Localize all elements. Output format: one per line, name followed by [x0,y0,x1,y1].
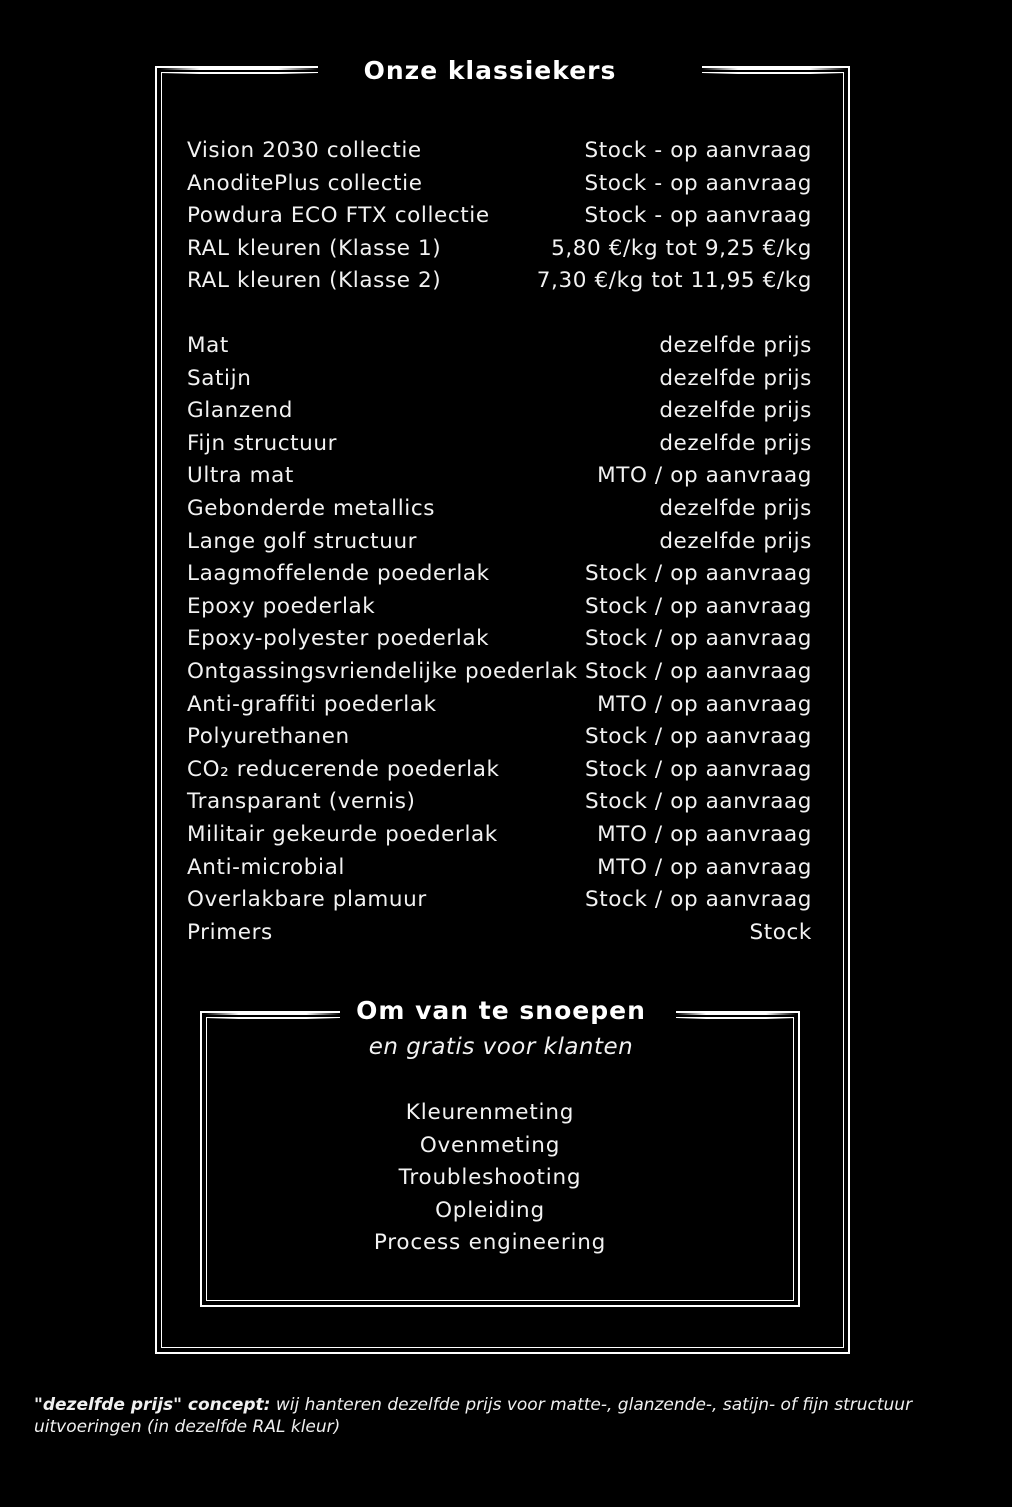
price-row-value: Stock / op aanvraag [585,724,812,750]
price-row-value: Stock / op aanvraag [585,593,812,619]
price-row [187,526,812,559]
price-row-value: MTO / op aanvraag [597,463,812,489]
price-row-label: Fijn structuur [187,430,338,456]
price-row [187,786,812,819]
price-row-label: Ultra mat [187,463,294,489]
collection-price-list [187,135,812,298]
price-row-value: Stock / op aanvraag [585,756,812,782]
price-row [187,591,812,624]
price-row-value: MTO / op aanvraag [597,691,812,717]
price-row-value: MTO / op aanvraag [597,821,812,847]
title-rule-left [160,68,318,70]
price-row [187,917,812,950]
footnote-text: wij hanteren dezelfde prijs voor matte-, glanzende-, satijn- of fijn structuur uitvoeringen (in dezelfde RAL kleur) [34,1395,913,1437]
price-row-value: MTO / op aanvraag [597,854,812,880]
price-row-value: dezelfde prijs [659,430,812,456]
price-row-label: CO₂ reducerende poederlak [187,756,500,782]
footnote [34,1394,984,1438]
services-list [300,1097,680,1260]
price-row-label: Overlakbare plamuur [187,887,427,913]
finish-price-list [187,330,812,949]
price-row-label: RAL kleuren (Klasse 2) [187,268,442,294]
price-row-value: 5,80 €/kg tot 9,25 €/kg [551,235,812,261]
price-row-value: Stock - op aanvraag [584,203,812,229]
price-row [187,265,812,298]
price-row [187,721,812,754]
price-row-value: dezelfde prijs [659,333,812,358]
price-row [187,168,812,201]
price-row-value: dezelfde prijs [659,365,812,391]
price-row-value: Stock - op aanvraag [584,138,812,163]
price-row-label: Transparant (vernis) [187,789,416,815]
price-row-label: Polyurethanen [187,724,350,750]
price-row-label: RAL kleuren (Klasse 1) [187,235,442,261]
price-row-label: Vision 2030 collectie [187,138,422,163]
price-row-label: Laagmoffelende poederlak [187,561,490,587]
price-row [187,135,812,168]
price-row [187,656,812,689]
price-row-label: Primers [187,919,273,945]
price-row [187,884,812,917]
price-row-value: Stock / op aanvraag [585,658,812,684]
price-row-label: Mat [187,333,229,358]
price-row-value: dezelfde prijs [659,398,812,424]
price-row [187,200,812,233]
price-row [187,623,812,656]
price-row-value: Stock / op aanvraag [585,626,812,652]
price-row-value: Stock / op aanvraag [585,561,812,587]
price-row-value: dezelfde prijs [659,528,812,554]
price-row-value: Stock / op aanvraag [585,789,812,815]
price-row-label: Epoxy poederlak [187,593,376,619]
service-item: Ovenmeting [419,1132,561,1158]
price-row-label: Glanzend [187,398,294,424]
price-row-label: Militair gekeurde poederlak [187,821,498,847]
price-row [187,395,812,428]
price-row-label: Anti-microbial [187,854,345,880]
main-title: Onze klassiekers [363,56,617,85]
price-row-label: Epoxy-polyester poederlak [187,626,490,652]
price-row [187,819,812,852]
footnote-term: "dezelfde prijs" concept: [34,1395,271,1415]
price-row-label: Satijn [187,365,252,391]
service-item: Troubleshooting [398,1165,582,1191]
price-row-label: AnoditePlus collectie [187,170,423,196]
service-item: Kleurenmeting [405,1100,575,1125]
price-row [187,689,812,722]
extras-subtitle: en gratis voor klanten [368,1034,634,1060]
price-row-value: Stock - op aanvraag [584,170,812,196]
price-row-value: 7,30 €/kg tot 11,95 €/kg [536,268,812,294]
price-row [187,852,812,885]
title-rule-right [702,68,846,70]
price-row-value: Stock [749,919,812,945]
price-row [187,363,812,396]
price-row-label: Anti-graffiti poederlak [187,691,437,717]
extras-rule-right [676,1013,796,1015]
service-item: Opleiding [435,1197,545,1223]
price-row-label: Lange golf structuur [187,528,418,554]
price-row [187,330,812,363]
price-row-label: Powdura ECO FTX collectie [187,203,490,229]
service-item: Process engineering [373,1230,607,1256]
price-row [187,460,812,493]
price-row [187,428,812,461]
extras-title: Om van te snoepen [356,996,646,1025]
price-row [187,233,812,266]
extras-rule-left [205,1013,340,1015]
price-row [187,493,812,526]
price-row-value: Stock / op aanvraag [585,887,812,913]
price-row-value: dezelfde prijs [659,495,812,521]
price-row [187,558,812,591]
price-row [187,754,812,787]
price-row-label: Ontgassingsvriendelijke poederlak [187,658,578,684]
price-row-label: Gebonderde metallics [187,495,436,521]
